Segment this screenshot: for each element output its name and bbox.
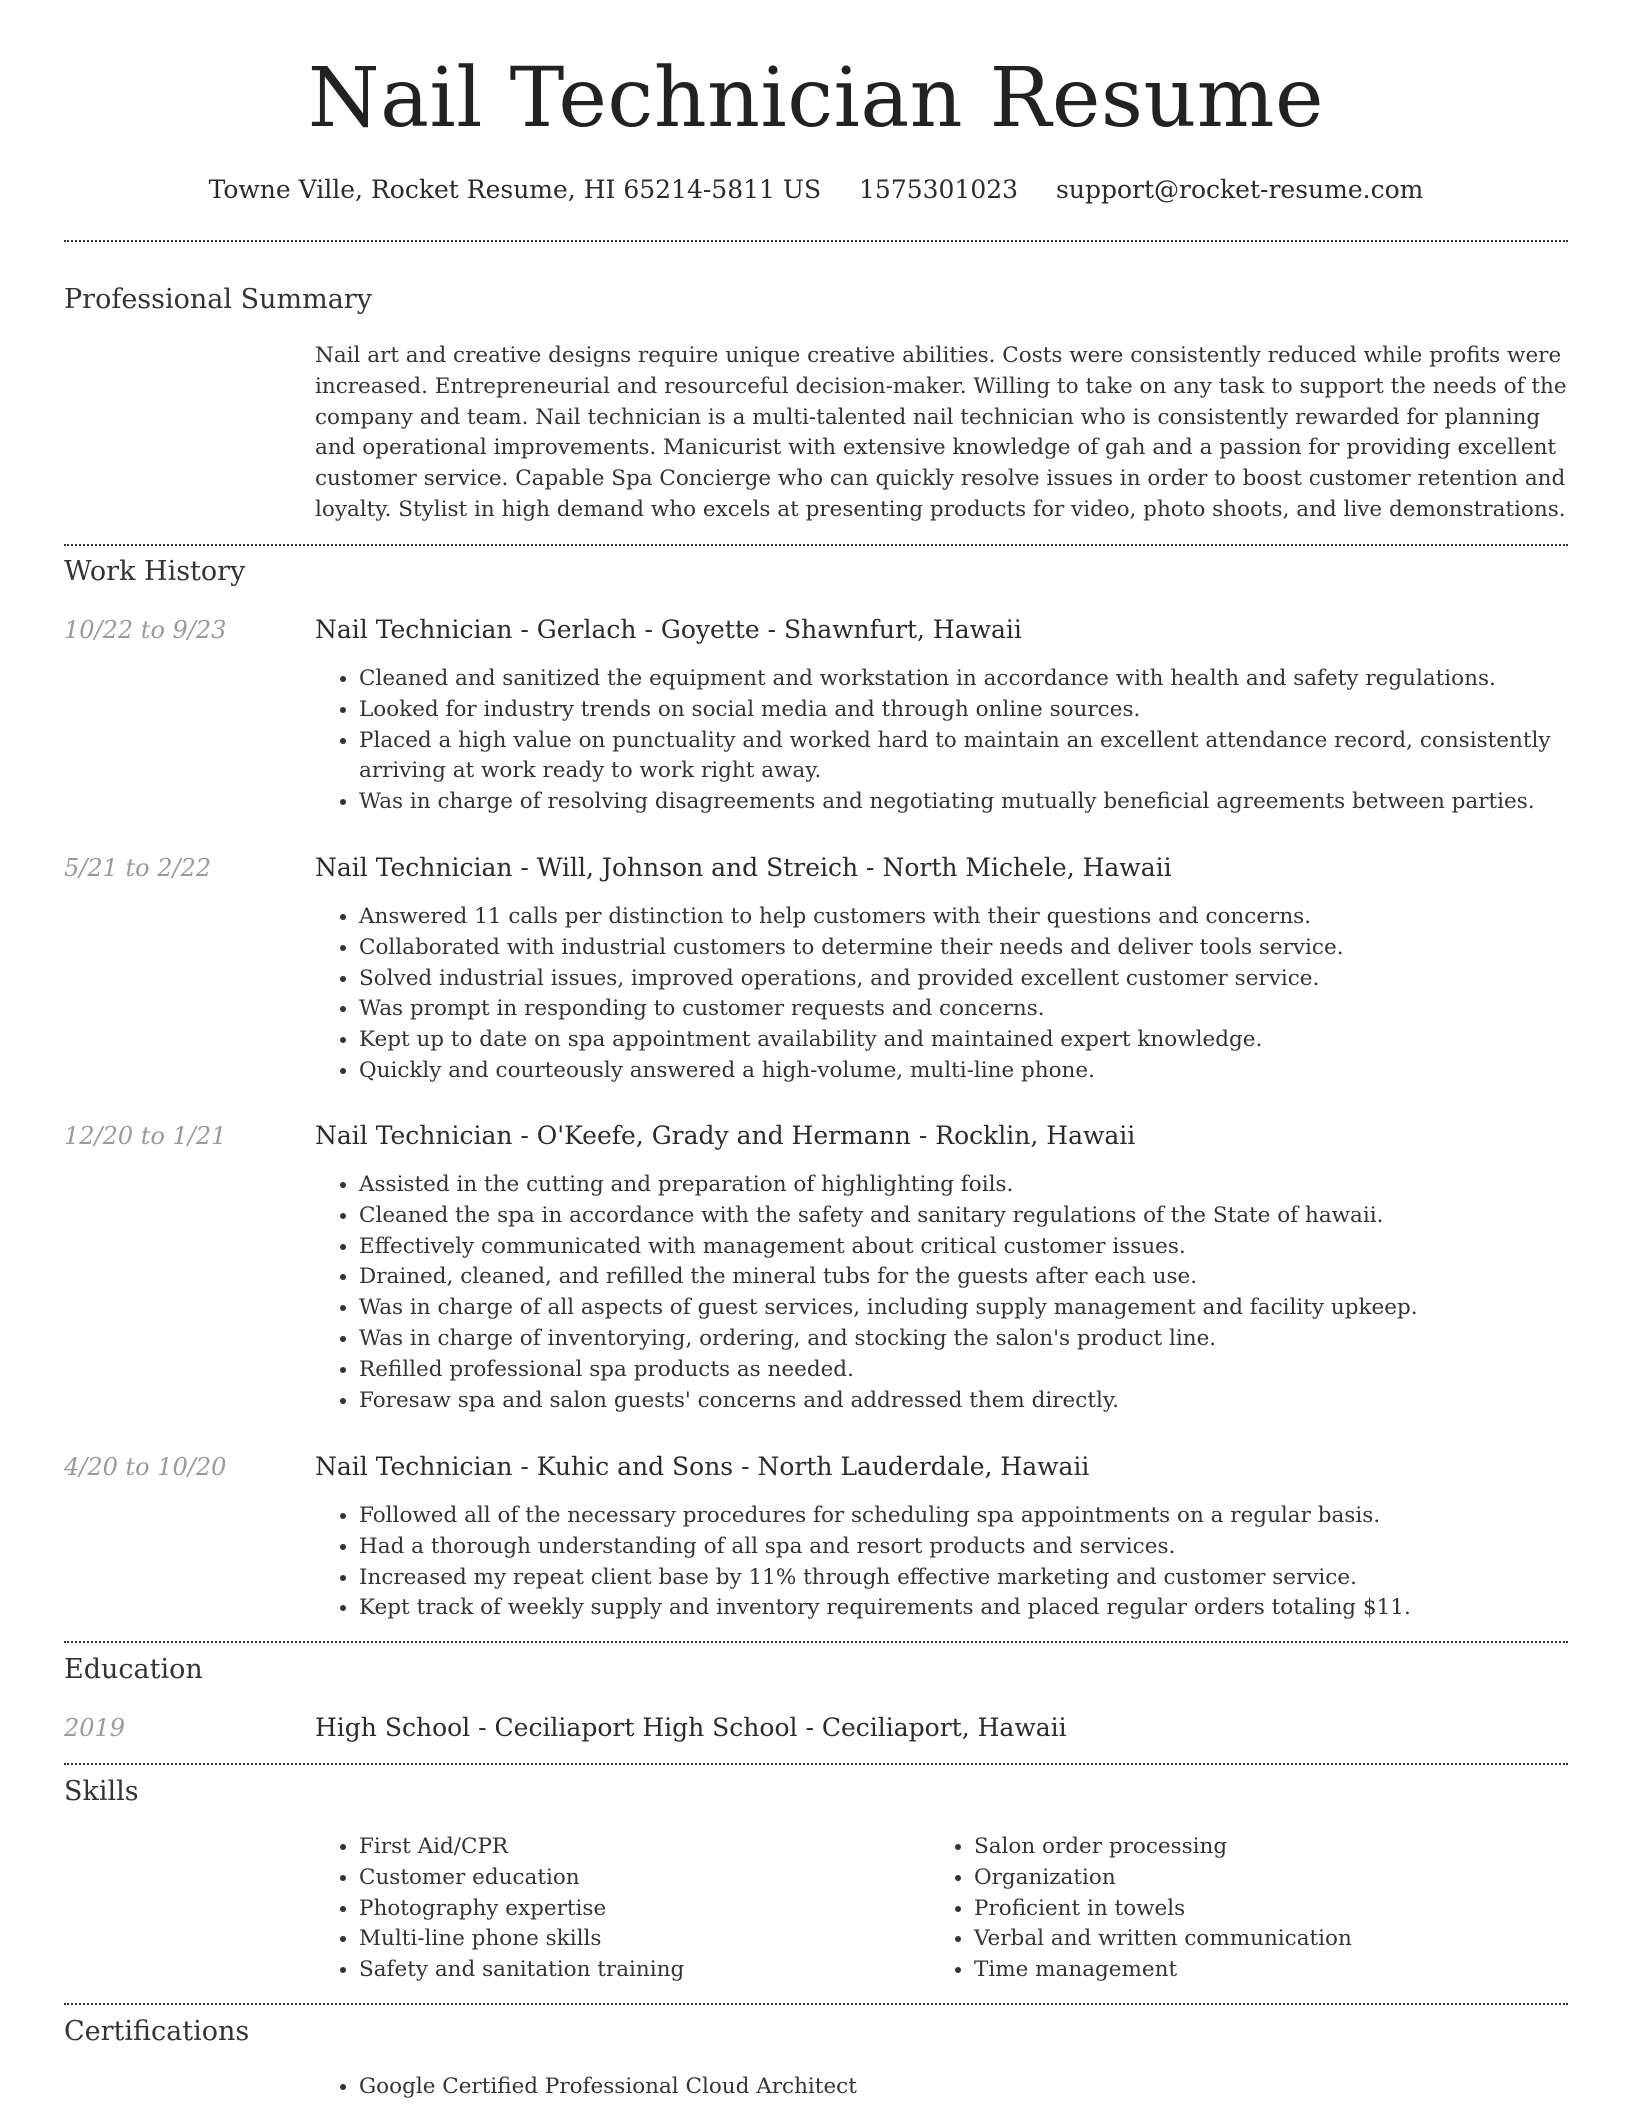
job-dates: 4/20 to 10/20 [64,1453,227,1481]
summary-text: Nail art and creative designs require unique creative abilities. Costs were consistently reduced while profits were increased. Entrepreneurial and resourceful decision-maker. Willing to take on any task to support the needs of the company and team. Nail technician is a multi-talented nail technician who is consistently rewarded for planning and operational improvements. Manicurist with extensive knowledge of gah and a passion for providing excellent customer service. Capable Spa Concierge who can quickly resolve issues in order to boost customer retention and loyalty. Stylist in high demand who excels at presenting products for video, photo shoots, and live demonstrations. [315,343,1567,522]
divider [64,2003,1568,2005]
job-bullet: • Assisted in the cutting and preparation of highlighting foils. [359,1170,1609,1201]
job-bullets [315,902,1609,1087]
skills-list-left [315,1832,919,1986]
skill-item: • Customer education [359,1863,919,1894]
job-bullet: • Had a thorough understanding of all spa and resort products and services. [359,1532,1609,1563]
skill-item: • Safety and sanitation training [359,1955,919,1986]
section-title-certifications: Certifications [64,2016,250,2047]
skill-item: • Organization [974,1863,1534,1894]
skill-item: • Verbal and written communication [974,1924,1534,1955]
job-bullet: • Effectively communicated with management about critical customer issues. [359,1232,1609,1263]
job-bullets [315,1501,1609,1624]
job-bullets [315,664,1609,818]
skills-list-right [930,1832,1534,1986]
job-bullet: • Collaborated with industrial customers to determine their needs and deliver tools service. [359,933,1609,964]
job-bullets [315,1170,1609,1416]
job-bullet: • Drained, cleaned, and refilled the mineral tubs for the guests after each use. [359,1262,1609,1293]
job-dates: 12/20 to 1/21 [64,1122,227,1150]
divider [64,1763,1568,1765]
certification-item: • Google Certified Professional Cloud Architect [359,2072,1609,2103]
job-bullet: • Solved industrial issues, improved operations, and provided excellent customer service. [359,964,1609,995]
contact-line [0,170,1632,210]
contact-address: Towne Ville, Rocket Resume, HI 65214-5811 US [208,175,822,204]
job-bullet: • Cleaned the spa in accordance with the safety and sanitary regulations of the State of hawaii. [359,1201,1609,1232]
skill-item: • First Aid/CPR [359,1832,919,1863]
job-bullet: • Kept track of weekly supply and inventory requirements and placed regular orders totaling $11. [359,1593,1609,1624]
resume-title: Nail Technician Resume [307,51,1325,146]
job-bullet: • Refilled professional spa products as needed. [359,1355,1609,1386]
job-bullet: • Was in charge of all aspects of guest services, including supply management and facility upkeep. [359,1293,1609,1324]
job-heading: Nail Technician - Kuhic and Sons - North Lauderdale, Hawaii [315,1452,1090,1481]
job-bullet: • Was in charge of inventorying, ordering, and stocking the salon's product line. [359,1324,1609,1355]
job-bullet: • Foresaw spa and salon guests' concerns and addressed them directly. [359,1386,1609,1417]
job-heading: Nail Technician - O'Keefe, Grady and Hermann - Rocklin, Hawaii [315,1121,1136,1150]
job-dates: 5/21 to 2/22 [64,854,212,882]
job-bullet: • Looked for industry trends on social media and through online sources. [359,695,1609,726]
section-title-work: Work History [64,556,246,587]
job-bullet: • Increased my repeat client base by 11% through effective marketing and customer service. [359,1563,1609,1594]
certifications-list [315,2072,1609,2103]
education-year: 2019 [64,1714,126,1742]
skill-item: • Proficient in towels [974,1894,1534,1925]
education-heading: High School - Ceciliaport High School - Ceciliaport, Hawaii [315,1713,1067,1742]
section-title-summary: Professional Summary [64,284,372,315]
divider [64,1641,1568,1643]
divider [64,544,1568,546]
skill-item: • Salon order processing [974,1832,1534,1863]
job-bullet: • Answered 11 calls per distinction to help customers with their questions and concerns. [359,902,1609,933]
job-bullet: • Quickly and courteously answered a high-volume, multi-line phone. [359,1056,1609,1087]
contact-email: support@rocket-resume.com [1056,175,1424,204]
divider [64,240,1568,242]
job-bullet: • Was in charge of resolving disagreements and negotiating mutually beneficial agreements between parties. [359,787,1609,818]
job-bullet: • Kept up to date on spa appointment availability and maintained expert knowledge. [359,1025,1609,1056]
job-bullet: • Placed a high value on punctuality and worked hard to maintain an excellent attendance record, consistently arriving at work ready to work right away. [359,726,1609,788]
job-bullet: • Was prompt in responding to customer requests and concerns. [359,994,1609,1025]
skill-item: • Time management [974,1955,1534,1986]
job-bullet: • Followed all of the necessary procedures for scheduling spa appointments on a regular basis. [359,1501,1609,1532]
skill-item: • Photography expertise [359,1894,919,1925]
contact-phone: 1575301023 [859,175,1019,204]
job-bullet: • Cleaned and sanitized the equipment and workstation in accordance with health and safety regulations. [359,664,1609,695]
skill-item: • Multi-line phone skills [359,1924,919,1955]
section-title-skills: Skills [64,1776,139,1807]
job-dates: 10/22 to 9/23 [64,616,227,644]
job-heading: Nail Technician - Will, Johnson and Streich - North Michele, Hawaii [315,853,1172,882]
section-title-education: Education [64,1654,203,1685]
job-heading: Nail Technician - Gerlach - Goyette - Shawnfurt, Hawaii [315,615,1022,644]
